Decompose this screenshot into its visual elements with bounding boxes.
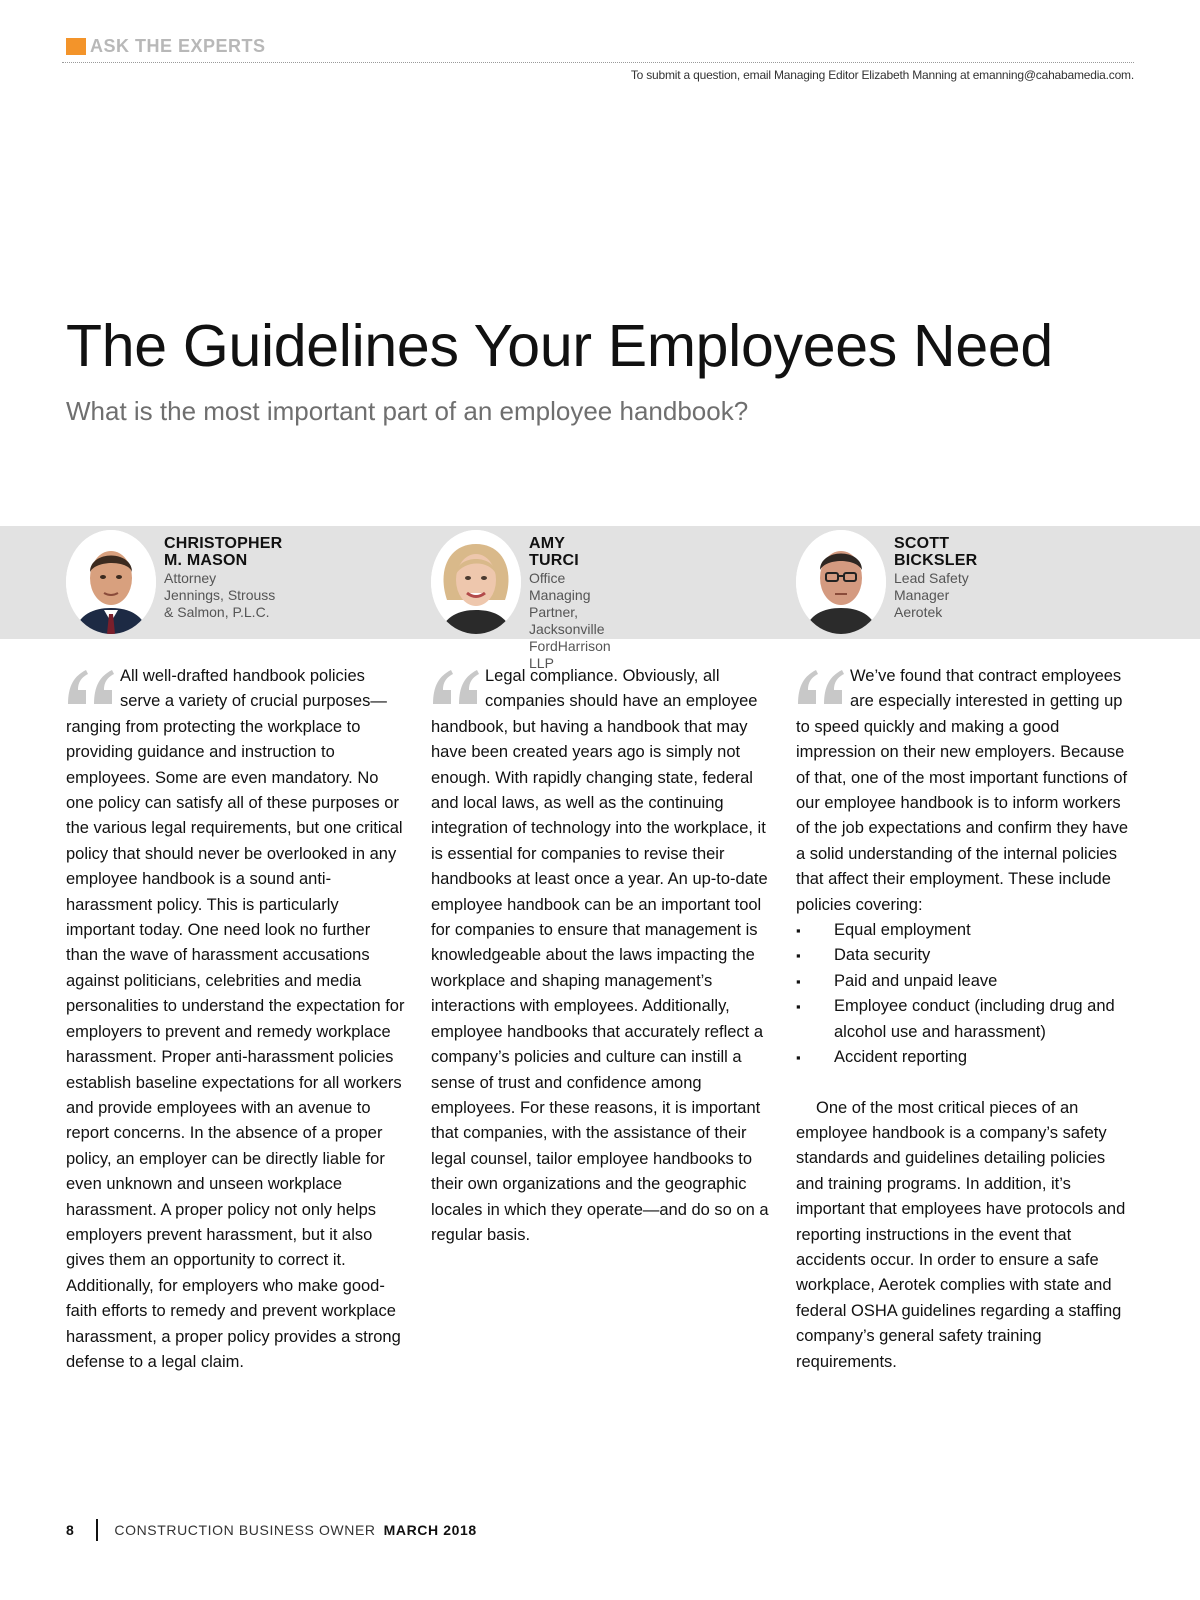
article-question: What is the most important part of an employee handbook? bbox=[66, 396, 749, 426]
page-footer bbox=[66, 1520, 477, 1540]
header-divider bbox=[62, 62, 1134, 63]
answer-text-continued: One of the most critical pieces of an employee handbook is a company’s safety standards and guidelines detailing policies and training programs. In addition, it’s important that employees have protocols and reporting instructions in the event that accidents occur. In order to ensure a safe workplace, Aerotek complies with state and federal OSHA guidelines regarding a staffing company’s general safety training requirements. bbox=[796, 1098, 1126, 1371]
quote-icon bbox=[66, 668, 116, 706]
list-item: ▪ Data security bbox=[796, 943, 1136, 968]
quote-icon bbox=[796, 668, 846, 706]
answer-text: All well-drafted handbook policies serve a variety of crucial purposes—ranging from protecting the workplace to providing guidance and instruction to employees. Some are even mandatory. No one policy can satisfy all of these purposes or the various legal requirements, but one critical policy that should never be overlooked in any employee handbook is a sound anti-harassment policy. This is particularly important today. One need look no further than the wave of harassment accusations against politicians, celebrities and media personalities to understand the expectation for employers to prevent and remedy workplace harassment. Proper anti-harassment policies establish baseline expectations for all workers and provide employees with an avenue to report concerns. In the absence of a proper policy, an employer can be directly liable for even unknown and unseen workplace harassment. A proper policy not only helps employers prevent harassment, but it also gives them an opportunity to correct it. Additionally, for employers who make good-faith efforts to remedy and prevent workplace harassment, a proper policy provides a strong defense to a legal claim. bbox=[66, 667, 405, 1371]
avatar bbox=[796, 530, 886, 634]
submit-question-note: To submit a question, email Managing Editor Elizabeth Manning at emanning@cahabamedia.com. bbox=[630, 68, 1134, 82]
expert-role: Lead Safety Manager bbox=[894, 570, 969, 603]
page-number: 8 bbox=[66, 1522, 75, 1538]
answer-text: We’ve found that contract employees are especially interested in getting up to speed quickly and making a good impression on their new employers. Because of that, one of the most important functions of our employee handbook is to inform workers of the job expectations and confirm they have a solid understanding of the internal policies that affect their employment. These include policies covering: bbox=[796, 667, 1129, 914]
publication-name: CONSTRUCTION BUSINESS OWNER bbox=[114, 1522, 376, 1538]
expert-role: Attorney bbox=[164, 570, 217, 586]
answer-text: Legal compliance. Obviously, all companies should have an employee handbook, but having a handbook that may have been created years ago is simply not enough. With rapidly changing state, federal and local laws, as well as the continuing integration of technology into the workplace, it is essential for companies to revise their handbooks at least once a year. An up-to-date employee handbook can be an important tool for companies to ensure that management is knowledgeable about the laws impacting the workplace and shaping management’s interactions with employees. Additionally, employee handbooks that accurately reflect a company’s policies and culture can instill a sense of trust and confidence among employees. For these reasons, it is important that companies, with the assistance of their legal counsel, tailor employee handbooks to their own organizations and the geographic locales in which they operate—and do so on a regular basis. bbox=[431, 667, 769, 1244]
answer-column-mason bbox=[66, 664, 406, 1375]
expert-name: CHRISTOPHER M. MASON bbox=[164, 535, 283, 569]
expert-name: AMY TURCI bbox=[529, 535, 579, 569]
expert-info bbox=[164, 535, 282, 621]
article-title: The Guidelines Your Employees Need bbox=[66, 313, 1053, 379]
issue-date: MARCH 2018 bbox=[383, 1522, 477, 1538]
avatar bbox=[66, 530, 156, 634]
answer-column-turci bbox=[431, 664, 771, 1248]
section-tag bbox=[66, 36, 266, 56]
avatar bbox=[431, 530, 521, 634]
policy-list bbox=[796, 918, 1136, 1070]
footer-divider bbox=[96, 1519, 98, 1541]
section-label: ASK THE EXPERTS bbox=[90, 35, 266, 56]
expert-role: Office Managing Partner, Jacksonville bbox=[529, 570, 605, 637]
expert-name: SCOTT BICKSLER bbox=[894, 535, 978, 569]
list-item: ▪ Equal employment bbox=[796, 918, 1136, 943]
section-marker-icon bbox=[66, 38, 86, 55]
expert-info bbox=[894, 535, 977, 621]
answer-column-bicksler bbox=[796, 664, 1136, 1375]
list-item: ▪ Paid and unpaid leave bbox=[796, 969, 1136, 994]
list-item: ▪ Employee conduct (including drug and alcohol use and harassment) bbox=[796, 994, 1136, 1045]
expert-company: FordHarrison LLP bbox=[529, 638, 611, 671]
expert-info bbox=[529, 535, 611, 672]
quote-icon bbox=[431, 668, 481, 706]
expert-company: Aerotek bbox=[894, 604, 943, 620]
experts-band bbox=[0, 526, 1200, 671]
expert-company: Jennings, Strouss & Salmon, P.L.C. bbox=[164, 587, 276, 620]
list-item: ▪ Accident reporting bbox=[796, 1045, 1136, 1070]
